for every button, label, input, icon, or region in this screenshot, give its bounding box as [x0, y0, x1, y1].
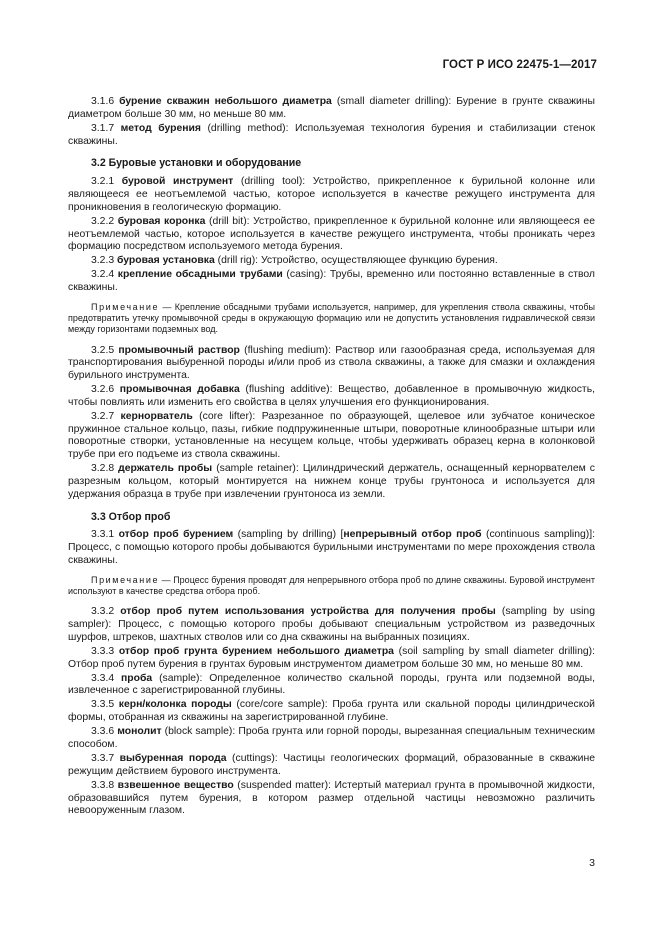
term: отбор проб путем использования устройства для получения пробы	[120, 606, 496, 618]
note-text: — Процесс бурения проводят для непрерывного отбора проб по длине скважины. Буровой инструмент используют в качестве средства отбора проб.	[68, 574, 595, 597]
document-header: ГОСТ Р ИСО 22475-1—2017	[442, 59, 597, 71]
definition-3-1-6	[68, 96, 595, 122]
definition-text: (sample): Определенное количество скальной породы, грунта или подземной воды, извлеченное с зарегистрированной глубины.	[68, 672, 596, 697]
definition-3-3-4	[68, 673, 595, 699]
term: буровая установка	[117, 255, 215, 267]
term: выбуренная порода	[119, 752, 227, 764]
note-label: Примечание	[91, 301, 160, 312]
section-heading-3-2: 3.2 Буровые установки и оборудование	[91, 157, 302, 170]
clause-number: 3.1.6	[91, 96, 120, 107]
clause-number: 3.2.8	[91, 463, 119, 475]
definition-3-2-5	[68, 345, 595, 383]
section-heading-3-3: 3.3 Отбор проб	[91, 510, 171, 523]
clause-number: 3.2.3	[91, 255, 117, 267]
definition-text: (drill rig): Устройство, осуществляющее функцию бурения.	[214, 255, 498, 267]
definition-3-3-6	[68, 726, 595, 752]
definition-text: (small diameter drilling): Бурение в грунте скважины диаметром больше 30 мм, но меньше 80 мм.	[68, 96, 595, 120]
definition-text: (core lifter): Разрезанное по образующей, щелевое или зубчатое коническое пружинное стальное кольцо, пазы, гибкие подпружиненные штыри, поворотные клинообразные штыри или поворотные створки, установленные на несущем кольце, чтобы удерживать образец керна в колонковой трубе при его подъеме из ствола скважины.	[68, 410, 595, 461]
document-body	[68, 96, 595, 819]
clause-number: 3.3.5	[91, 699, 119, 711]
definition-3-2-8	[68, 463, 595, 501]
definition-3-3-7	[68, 753, 595, 779]
definition-3-2-6	[68, 384, 595, 410]
clause-number: 3.2.7	[91, 410, 121, 422]
term: промывочный раствор	[118, 344, 240, 356]
definition-text: (sampling by drilling) [	[233, 529, 344, 541]
definition-3-1-7	[68, 123, 595, 149]
definition-3-2-4	[68, 269, 595, 295]
term: керн/колонка породы	[118, 699, 232, 711]
term: отбор проб грунта бурением небольшого диаметра	[118, 645, 394, 657]
note-casing	[68, 302, 595, 336]
term: монолит	[117, 726, 162, 738]
definition-text: (suspended matter): Истертый материал грунта в промывочной жидкости, образовавшийся путем бурения, в котором размер отдельной частицы невозможно различить невооруженным глазом.	[68, 779, 595, 817]
definition-3-3-8	[68, 780, 595, 818]
term: держатель пробы	[118, 463, 213, 475]
clause-number: 3.2.2	[91, 215, 118, 227]
term-alt: непрерывный отбор проб	[343, 529, 482, 541]
term: метод бурения	[120, 122, 201, 134]
definition-text: (sampling by using sampler): Процесс, с помощью которого пробы добывают специальным устройством из разведочных шурфов, штреков, шахтных стволов или со дна скважины на выбранных позициях.	[68, 606, 595, 643]
definition-3-2-7	[68, 411, 595, 462]
clause-number: 3.3.1	[91, 529, 119, 541]
definition-text: (flushing medium): Раствор или газообразная среда, используемая для транспортирования выбуренной породы и/или проб из ствола скважины, а также для смазки и охлаждения бурильного инструмента.	[68, 344, 596, 382]
definition-3-3-2	[68, 606, 595, 644]
definition-3-2-1	[68, 176, 595, 214]
clause-number: 3.2.1	[91, 176, 122, 188]
clause-number: 3.3.7	[91, 752, 120, 764]
term: крепление обсадными трубами	[117, 269, 283, 281]
clause-number: 3.2.5	[91, 344, 119, 356]
term: буровой инструмент	[121, 176, 234, 188]
definition-text: (soil sampling by small diameter drilling): Отбор проб путем бурения в грунтах буровым инструментом диаметром больше 30 мм, но меньше 80 мм.	[68, 645, 596, 670]
term: отбор проб бурением	[118, 529, 234, 541]
clause-number: 3.3.6	[91, 726, 118, 738]
definition-text: (flushing additive): Вещество, добавленное в промывочную жидкость, чтобы повлиять или изменить его свойства в целях улучшения его функционирования.	[68, 384, 595, 408]
definition-3-3-1	[68, 529, 595, 567]
term: промывочная добавка	[119, 384, 240, 396]
clause-number: 3.3.4	[91, 672, 122, 684]
definition-3-3-3	[68, 646, 595, 672]
definition-text: (cuttings): Частицы геологических формаций, образованные в скважине режущим действием бурового инструмента.	[68, 752, 595, 777]
page-number: 3	[589, 857, 595, 870]
definition-text: (casing): Трубы, временно или постоянно вставленные в ствол скважины.	[68, 269, 595, 294]
clause-number: 3.2.6	[91, 384, 120, 396]
term: проба	[121, 672, 153, 684]
definition-text: (block sample): Проба грунта или горной породы, вырезанная специальным техническим способом.	[68, 726, 596, 750]
clause-number: 3.3.8	[91, 779, 118, 791]
clause-number: 3.3.2	[91, 606, 121, 618]
definition-text: (core/core sample): Проба грунта или скальной породы цилиндрической формы, отобранная из скважины на зарегистрированной глубине.	[68, 699, 595, 724]
term: взвешенное вещество	[117, 779, 234, 791]
note-label: Примечание	[91, 574, 160, 585]
term: буровая коронка	[117, 215, 206, 227]
term: бурение скважин небольшого диаметра	[119, 96, 332, 107]
clause-number: 3.3.3	[91, 645, 119, 657]
clause-number: 3.1.7	[91, 122, 121, 134]
note-text: — Крепление обсадными трубами используется, например, для укрепления ствола скважины, чтобы предотвратить утечку промывочной среды в окружающую формацию или не допустить установления гидравлической связи между горизонтами подземных вод.	[68, 301, 595, 335]
definition-text: (continuous sampling)]: Процесс, с помощью которого пробы добываются бурильными инструментами по мере прохождения ствола скважины.	[68, 529, 595, 567]
definition-text: (drilling method): Используемая технология бурения и стабилизации стенок скважины.	[68, 122, 595, 147]
definition-text: (sample retainer): Цилиндрический держатель, оснащенный кернорвателем с разрезным кольцом, который монтируется на нижнем конце трубы грунтоноса и используется для удержания образца в трубе при извлечении грунтоноса из земли.	[68, 463, 595, 500]
note-sampling-by-drilling	[68, 575, 595, 597]
definition-text: (drilling tool): Устройство, прикрепленное к бурильной колонне или являющееся ее неотъемлемой частью, которое используется в качестве режущего инструмента для проникновения в геологическую формацию.	[68, 176, 596, 213]
definition-3-2-2	[68, 216, 595, 254]
definition-text: (drill bit): Устройство, прикрепленное к бурильной колонне или являющееся ее неотъемлемой частью, которое используется в качестве режущего инструмента, чтобы проникать через формацию посредством используемого метода бурения.	[68, 215, 595, 253]
definition-3-2-3	[68, 255, 595, 268]
clause-number: 3.2.4	[91, 269, 118, 281]
term: кернорватель	[120, 410, 193, 422]
definition-3-3-5	[68, 699, 595, 725]
